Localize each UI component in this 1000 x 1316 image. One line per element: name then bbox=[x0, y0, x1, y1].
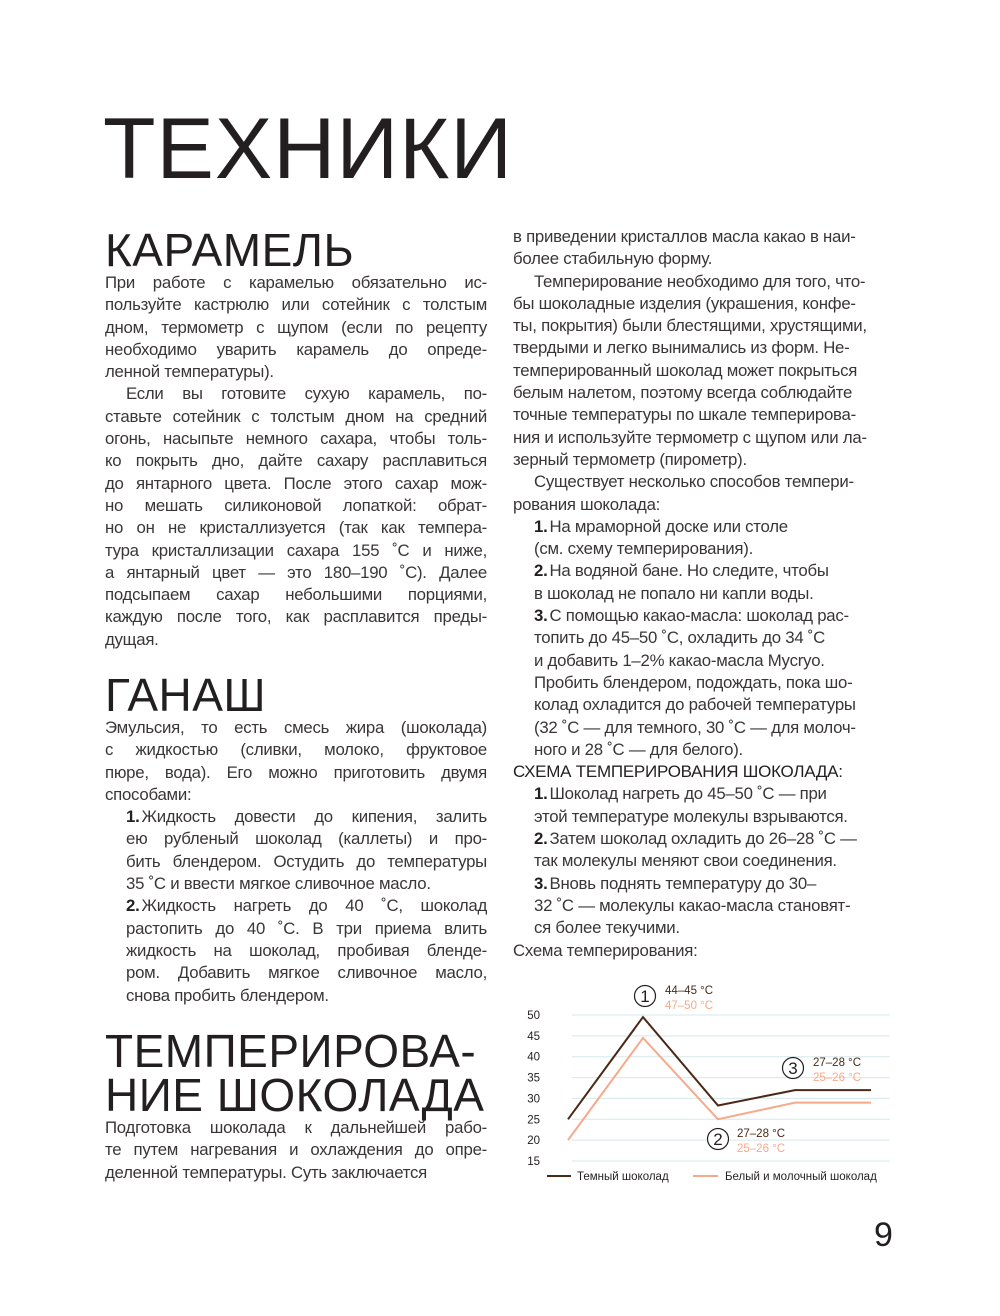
text-line: ленной температуры). bbox=[105, 362, 274, 382]
text-line bbox=[513, 560, 903, 582]
annotation-number: 3 bbox=[788, 1059, 798, 1078]
y-tick-label: 45 bbox=[527, 1030, 540, 1043]
legend-label: Темный шоколад bbox=[577, 1171, 669, 1183]
y-tick-label: 25 bbox=[527, 1114, 540, 1127]
item-text: На водяной бане. Но следите, чтобы bbox=[549, 561, 829, 581]
text-line: этой температуре молекулы взрываются. bbox=[534, 806, 848, 826]
text-line: топить до 45–50 ˚С, охладить до 34 ˚С bbox=[534, 628, 826, 648]
text-line: темперированный шоколад может покрыться bbox=[513, 360, 858, 380]
legend-label: Белый и молочный шоколад bbox=[725, 1171, 877, 1183]
text-line: СХЕМА ТЕМПЕРИРОВАНИЯ ШОКОЛАДА: bbox=[513, 762, 843, 782]
text-line: снова пробить блендером. bbox=[126, 985, 329, 1005]
text-line: тура кристаллизации сахара 155 ˚С и ниже, bbox=[105, 540, 487, 560]
annotation-dark-temp: 44–45 °C bbox=[665, 985, 714, 997]
annotation-dark-temp: 27–28 °C bbox=[737, 1128, 786, 1140]
list-item bbox=[513, 873, 903, 940]
text-line: точные температуры по шкале темперирова- bbox=[513, 405, 856, 425]
text-line bbox=[105, 806, 487, 828]
text-line: растопить до 40 ˚С. В три приема влить bbox=[126, 918, 487, 938]
item-text: Жидкость довести до кипения, залить bbox=[141, 807, 487, 827]
paragraph bbox=[513, 471, 903, 516]
text-line: жидкость на шоколад, пробивая бленде- bbox=[126, 940, 487, 960]
item-number: 2. bbox=[126, 896, 140, 916]
item-text: Вновь поднять температуру до 30– bbox=[549, 873, 817, 893]
text-line: бы шоколадные изделия (украшения, конфе- bbox=[513, 293, 856, 313]
text-line: подсыпаем сахар небольшими порциями, bbox=[105, 585, 487, 605]
list-item bbox=[513, 828, 903, 873]
text-line: Темперирование необходимо для того, что- bbox=[534, 271, 866, 291]
annotation-light-temp: 47–50 °C bbox=[665, 1000, 714, 1012]
text-line: ко покрыть дно, дайте сахару расплавиться bbox=[105, 451, 487, 471]
text-line: ею рубленый шоколад (каллеты) и про- bbox=[126, 829, 487, 849]
paragraph bbox=[105, 272, 487, 383]
text-line: более стабильную форму. bbox=[513, 249, 713, 269]
text-line: дущая. bbox=[105, 629, 159, 649]
page-title: ТЕХНИКИ bbox=[103, 101, 514, 197]
page-number: 9 bbox=[874, 1216, 893, 1254]
text-line: каждую после того, как расплавится преды- bbox=[105, 607, 487, 627]
text-line: 35 ˚С и ввести мягкое сливочное масло. bbox=[126, 874, 431, 894]
paragraph bbox=[513, 226, 903, 271]
text-line: способами: bbox=[105, 784, 192, 804]
right-column bbox=[513, 226, 903, 962]
list-item bbox=[513, 560, 903, 605]
annotation-light-temp: 25–26 °C bbox=[813, 1072, 862, 1084]
item-number: 2. bbox=[534, 561, 548, 581]
y-tick-label: 50 bbox=[527, 1010, 540, 1022]
text-line bbox=[105, 895, 487, 917]
annotation-number: 2 bbox=[713, 1130, 723, 1149]
y-tick-label: 35 bbox=[527, 1072, 540, 1085]
text-line: колад охладится до рабочей температуры bbox=[534, 695, 856, 715]
text-line: зерный термометр (пирометр). bbox=[513, 449, 747, 469]
text-line: в шоколад не попало ни капли воды. bbox=[534, 583, 814, 603]
text-line: огонь, насыпьте немного сахара, чтобы толь- bbox=[105, 429, 487, 449]
text-line: (см. схему темперирования). bbox=[534, 539, 753, 559]
text-line: в приведении кристаллов масла какао в наи- bbox=[513, 227, 856, 246]
section-tempering bbox=[105, 1025, 487, 1184]
paragraph bbox=[105, 717, 487, 806]
text-line: ния и используйте термометр с щупом или ла- bbox=[513, 427, 867, 447]
text-line: необходимо уварить карамель до опреде- bbox=[105, 339, 487, 359]
item-number: 1. bbox=[126, 807, 140, 827]
list-item bbox=[513, 783, 903, 828]
y-tick-label: 20 bbox=[527, 1135, 540, 1148]
item-number: 1. bbox=[534, 784, 548, 804]
text-line: (32 ˚С — для темного, 30 ˚С — для молоч- bbox=[534, 717, 856, 737]
paragraph bbox=[105, 383, 487, 651]
section-heading: КАРАМЕЛЬ bbox=[105, 224, 355, 276]
text-line: ты, покрытия) были блестящими, хрустящими, bbox=[513, 316, 867, 336]
y-tick-label: 40 bbox=[527, 1051, 540, 1064]
text-line bbox=[513, 605, 903, 627]
heading-line: ТЕМПЕРИРОВА- bbox=[105, 1025, 477, 1077]
text-line: Схема темперирования: bbox=[513, 940, 698, 960]
text-line: так молекулы меняют свои соединения. bbox=[534, 851, 837, 871]
item-text: Жидкость нагреть до 40 ˚С, шоколад bbox=[141, 896, 487, 916]
text-line: ром. Добавить мягкое сливочное масло, bbox=[126, 963, 487, 983]
paragraph bbox=[513, 940, 903, 962]
section-caramel bbox=[105, 224, 487, 651]
text-line: бить блендером. Остудить до температуры bbox=[126, 851, 487, 871]
tempering-chart bbox=[510, 975, 900, 1190]
text-line: дном, термометр с щупом (если по рецепту bbox=[105, 317, 487, 337]
text-line: ного и 28 ˚С — для белого). bbox=[534, 739, 743, 759]
annotation-light-temp: 25–26 °C bbox=[737, 1143, 786, 1155]
item-number: 2. bbox=[534, 829, 548, 849]
text-line bbox=[513, 873, 903, 895]
subheading bbox=[513, 761, 903, 783]
paragraph bbox=[105, 1117, 487, 1184]
text-line: ся более текучими. bbox=[534, 918, 680, 938]
text-line: пользуйте кастрюлю или сотейник с толстым bbox=[105, 295, 487, 315]
text-line: Эмульсия, то есть смесь жира (шоколада) bbox=[105, 718, 487, 737]
text-line bbox=[513, 828, 903, 850]
y-tick-label: 15 bbox=[527, 1156, 540, 1168]
paragraph bbox=[513, 271, 903, 472]
text-line bbox=[513, 516, 903, 538]
y-tick-label: 30 bbox=[527, 1093, 540, 1106]
list-item bbox=[513, 516, 903, 561]
text-line: пюре, вода). Его можно приготовить двумя bbox=[105, 762, 487, 782]
text-line: твердыми и легко вынимались из форм. Не- bbox=[513, 338, 850, 358]
text-line: 32 ˚С — молекулы какао-масла становят- bbox=[534, 895, 851, 915]
text-line: те путем нагревания и охлаждения до опре- bbox=[105, 1140, 487, 1160]
section-ganache bbox=[105, 669, 487, 1007]
section-heading: ГАНАШ bbox=[105, 669, 267, 721]
list-item bbox=[513, 605, 903, 761]
section-heading bbox=[105, 1025, 487, 1121]
item-number: 3. bbox=[534, 606, 548, 626]
text-line: а янтарный цвет — это 180–190 ˚С). Далее bbox=[105, 562, 487, 582]
item-text: На мраморной доске или столе bbox=[549, 516, 788, 536]
text-line: и добавить 1–2% какао-масла Mycryo. bbox=[534, 650, 825, 670]
text-line: но мешать силиконовой лопаткой: обрат- bbox=[105, 495, 487, 515]
text-line: рования шоколада: bbox=[513, 494, 661, 514]
text-line: с жидкостью (сливки, молоко, фруктовое bbox=[105, 740, 487, 760]
text-line: но он не кристаллизуется (так как темпера- bbox=[105, 518, 487, 538]
item-text: С помощью какао-масла: шоколад рас- bbox=[549, 606, 849, 626]
text-line bbox=[513, 783, 903, 805]
text-line: белым налетом, поэтому всегда соблюдайте bbox=[513, 383, 853, 403]
text-line: Существует несколько способов темпери- bbox=[534, 472, 854, 492]
text-line: ставьте сотейник с толстым дном на средний bbox=[105, 406, 487, 426]
item-text: Шоколад нагреть до 45–50 ˚С — при bbox=[549, 784, 827, 804]
text-line: При работе с карамелью обязательно ис- bbox=[105, 273, 487, 292]
heading-line: НИЕ ШОКОЛАДА bbox=[105, 1069, 485, 1121]
list-item bbox=[105, 806, 487, 895]
annotation-number: 1 bbox=[640, 987, 650, 1006]
annotation-dark-temp: 27–28 °C bbox=[813, 1057, 862, 1069]
text-line: Подготовка шоколада к дальнейшей рабо- bbox=[105, 1118, 487, 1137]
text-line: деленной температуры. Суть заключается bbox=[105, 1162, 427, 1182]
item-text: Затем шоколад охладить до 26–28 ˚С — bbox=[549, 829, 857, 849]
series-line-light bbox=[568, 1038, 871, 1140]
item-number: 1. bbox=[534, 516, 548, 536]
list-item bbox=[105, 895, 487, 1006]
text-line: Пробить блендером, подождать, пока шо- bbox=[534, 672, 853, 692]
item-number: 3. bbox=[534, 873, 548, 893]
text-line: Если вы готовите сухую карамель, по- bbox=[126, 384, 487, 404]
text-line: до янтарного цвета. После этого сахар мож- bbox=[105, 473, 487, 493]
